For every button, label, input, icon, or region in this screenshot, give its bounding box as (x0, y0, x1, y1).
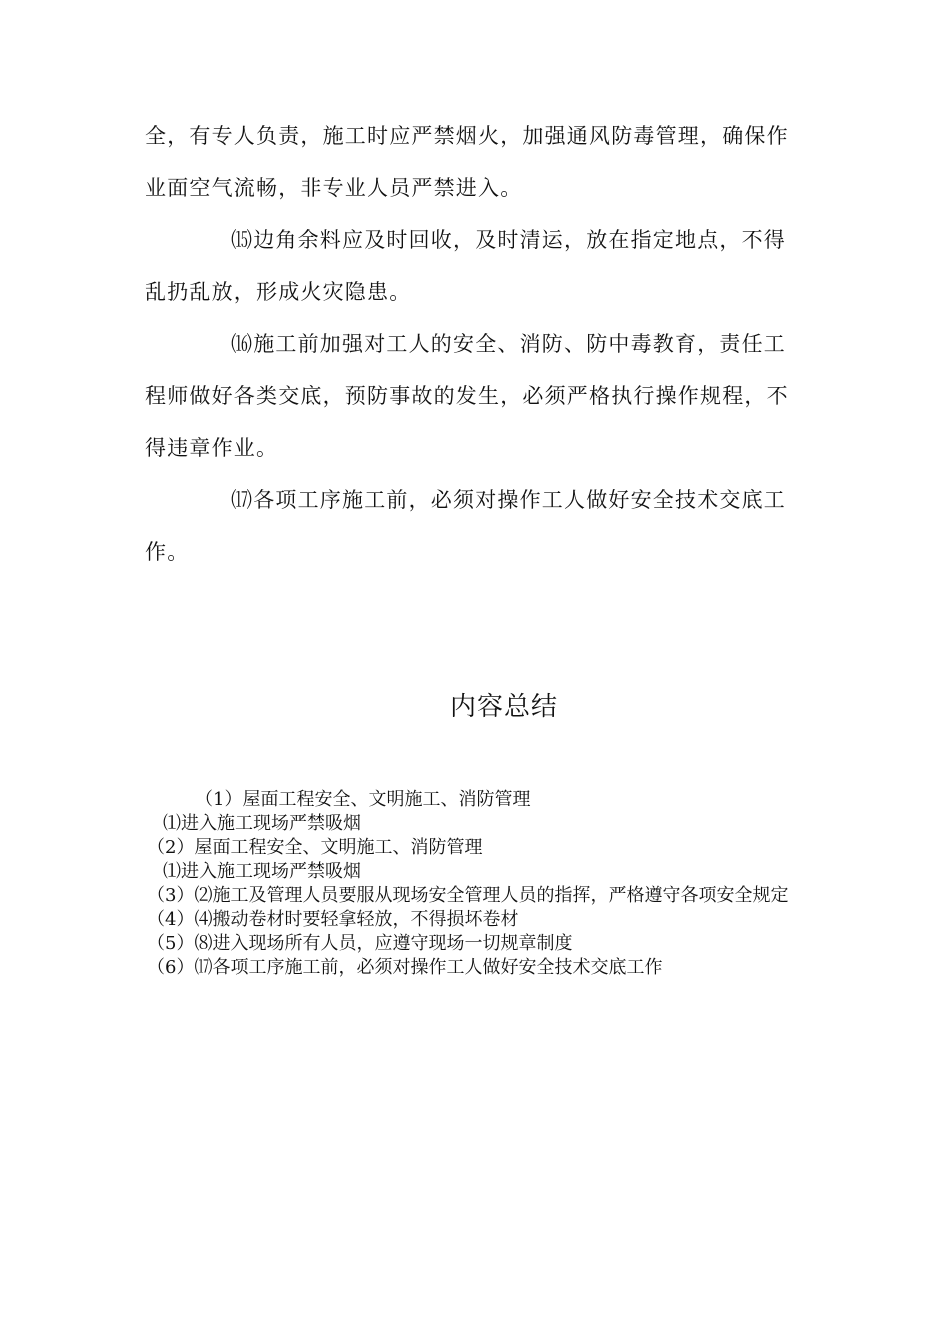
summary-title: 内容总结 (449, 692, 558, 722)
summary-line: （1）屋面工程安全、文明施工、消防管理 (195, 789, 531, 810)
summary-line: ⑴进入施工现场严禁吸烟 (163, 861, 361, 882)
body-text (145, 110, 795, 578)
paragraph-item-15: ⒂边角余料应及时回收，及时清运，放在指定地点，不得乱扔乱放，形成火灾隐患。 (145, 228, 786, 304)
summary-line: （6）⒄各项工序施工前，必须对操作工人做好安全技术交底工作 (147, 957, 663, 978)
summary-line: （3）⑵施工及管理人员要服从现场安全管理人员的指挥，严格遵守各项安全规定 (147, 885, 789, 906)
paragraph-item-16: ⒃施工前加强对工人的安全、消防、防中毒教育，责任工程师做好各类交底，预防事故的发生，必须严格执行操作规程，不得违章作业。 (145, 332, 789, 460)
summary-line: （4）⑷搬动卷材时要轻拿轻放，不得损坏卷材 (147, 909, 519, 930)
summary-line: （2）屋面工程安全、文明施工、消防管理 (147, 837, 483, 858)
summary-line: ⑴进入施工现场严禁吸烟 (163, 813, 361, 834)
paragraph-item-17: ⒄各项工序施工前，必须对操作工人做好安全技术交底工作。 (145, 488, 786, 564)
summary-line: （5）⑻进入现场所有人员，应遵守现场一切规章制度 (147, 933, 573, 954)
paragraph-continuation: 全，有专人负责，施工时应严禁烟火，加强通风防毒管理，确保作业面空气流畅，非专业人员严禁进入。 (145, 124, 789, 200)
summary-list (147, 788, 807, 980)
